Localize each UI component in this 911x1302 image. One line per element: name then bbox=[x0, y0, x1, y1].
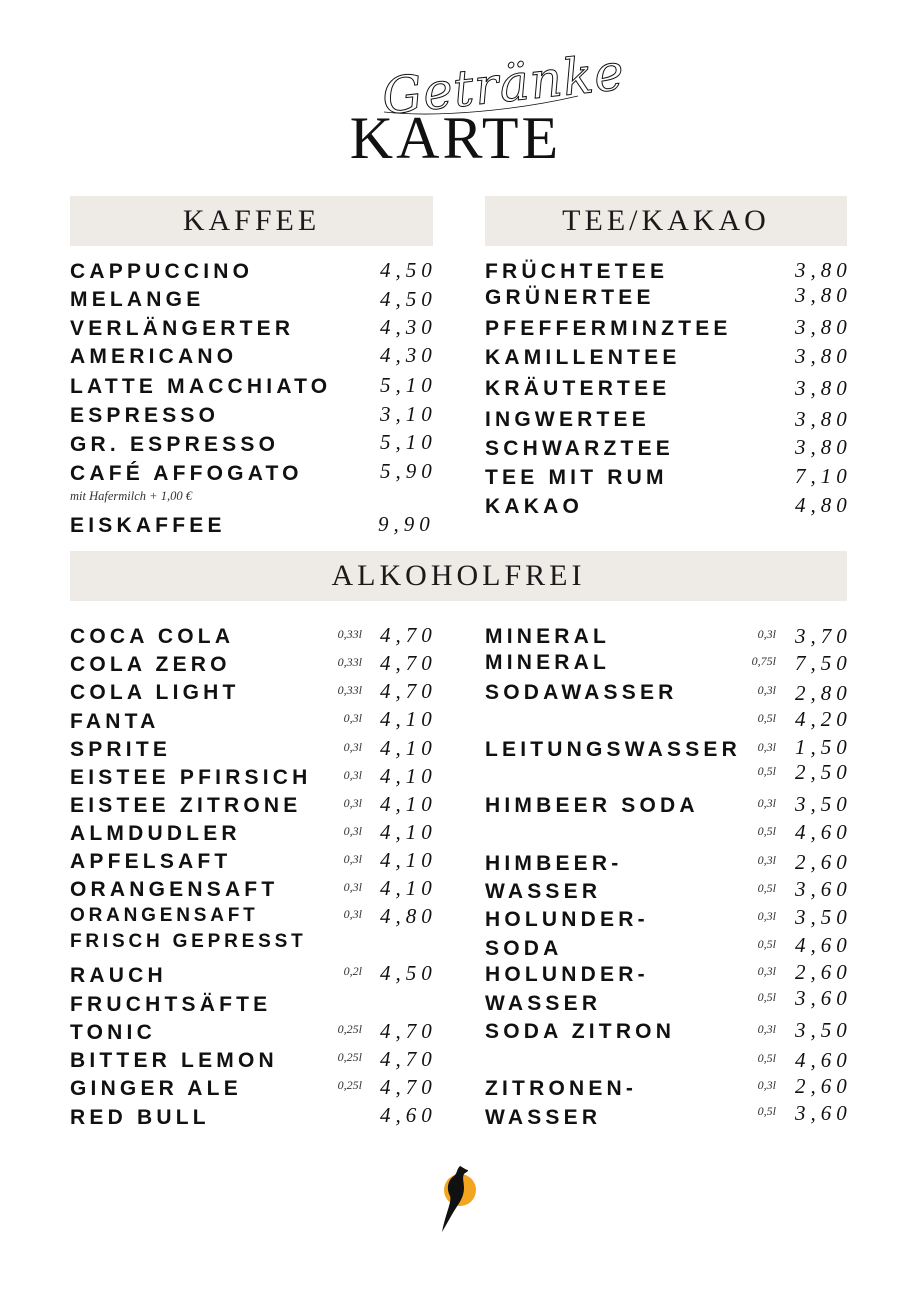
menu-item-name: WASSER bbox=[485, 1106, 602, 1129]
menu-item-price: 3,80 bbox=[795, 407, 852, 431]
menu-item-name: RED BULL bbox=[70, 1106, 210, 1129]
menu-item-size: 0,75l bbox=[751, 654, 776, 668]
menu-item-price: 4,50 bbox=[380, 258, 437, 282]
menu-item-size: 0,3l bbox=[757, 683, 776, 697]
menu-item-price: 4,10 bbox=[380, 848, 437, 872]
menu-item-size: 0,5l bbox=[757, 711, 776, 725]
menu-item-size: 0,3l bbox=[343, 824, 362, 838]
menu-item-price: 5,10 bbox=[380, 430, 437, 454]
menu-item-name: TEE MIT RUM bbox=[485, 466, 668, 489]
menu-item-size: 0,5l bbox=[757, 1104, 776, 1118]
menu-item-size: 0,3l bbox=[343, 711, 362, 725]
menu-item-price: 3,80 bbox=[795, 435, 852, 459]
menu-item-price: 2,60 bbox=[795, 850, 852, 874]
menu-item-name: VERLÄNGERTER bbox=[70, 317, 295, 340]
menu-item-name: FRUCHTSÄFTE bbox=[70, 993, 272, 1016]
menu-item-size: 0,3l bbox=[343, 768, 362, 782]
menu-item-price: 2,80 bbox=[795, 681, 852, 705]
menu-item-name: FANTA bbox=[70, 710, 160, 733]
menu-item-price: 4,50 bbox=[380, 287, 437, 311]
menu-item-price: 3,50 bbox=[795, 792, 852, 816]
menu-item-size: 0,25l bbox=[337, 1050, 362, 1064]
section-heading-kaffee: KAFFEE bbox=[70, 196, 433, 246]
menu-item-name: MELANGE bbox=[70, 288, 205, 311]
hafermilch-note: mit Hafermilch + 1,00 € bbox=[70, 489, 192, 503]
menu-item-size: 0,3l bbox=[757, 1078, 776, 1092]
menu-item-price: 5,90 bbox=[380, 459, 437, 483]
menu-item-size: 0,3l bbox=[757, 796, 776, 810]
menu-item-size: 0,5l bbox=[757, 764, 776, 778]
menu-item-price: 3,50 bbox=[795, 905, 852, 929]
menu-item-price: 4,10 bbox=[380, 764, 437, 788]
menu-item-price: 7,10 bbox=[795, 464, 852, 488]
menu-item-name: INGWERTEE bbox=[485, 408, 650, 431]
menu-item-name: MINERAL bbox=[485, 651, 611, 674]
menu-item-price: 4,80 bbox=[795, 493, 852, 517]
menu-item-name: FRISCH GEPRESST bbox=[70, 931, 307, 952]
menu-item-size: 0,33l bbox=[337, 683, 362, 697]
menu-item-name: COLA LIGHT bbox=[70, 681, 240, 704]
menu-item-price: 4,60 bbox=[795, 820, 852, 844]
menu-item-size: 0,5l bbox=[757, 990, 776, 1004]
menu-item-name: EISTEE ZITRONE bbox=[70, 794, 302, 817]
menu-item-price: 3,80 bbox=[795, 283, 852, 307]
menu-item-name: WASSER bbox=[485, 880, 602, 903]
menu-item-price: 4,60 bbox=[795, 933, 852, 957]
menu-item-size: 0,3l bbox=[343, 796, 362, 810]
section-heading-tee: TEE/KAKAO bbox=[485, 196, 847, 246]
menu-item-name: RAUCH bbox=[70, 964, 167, 987]
menu-item-name: HIMBEER- bbox=[485, 852, 623, 875]
menu-item-size: 0,5l bbox=[757, 881, 776, 895]
menu-item-price: 5,10 bbox=[380, 373, 437, 397]
menu-item-name: KRÄUTERTEE bbox=[485, 377, 671, 400]
menu-item-size: 0,25l bbox=[337, 1022, 362, 1036]
menu-item-name: WASSER bbox=[485, 992, 602, 1015]
menu-item-size: 0,2l bbox=[343, 964, 362, 978]
menu-item-size: 0,3l bbox=[757, 740, 776, 754]
menu-item-size: 0,3l bbox=[343, 740, 362, 754]
menu-item-name: TONIC bbox=[70, 1021, 156, 1044]
menu-item-name: GRÜNERTEE bbox=[485, 286, 655, 309]
menu-item-price: 4,70 bbox=[380, 1075, 437, 1099]
menu-item-price: 2,50 bbox=[795, 760, 852, 784]
menu-item-name: ALMDUDLER bbox=[70, 822, 241, 845]
menu-item-price: 4,70 bbox=[380, 679, 437, 703]
menu-item-price: 1,50 bbox=[795, 735, 852, 759]
menu-item-name: FRÜCHTETEE bbox=[485, 260, 669, 283]
menu-item-price: 4,10 bbox=[380, 792, 437, 816]
menu-item-size: 0,5l bbox=[757, 824, 776, 838]
menu-item-name: ESPRESSO bbox=[70, 404, 220, 427]
menu-item-price: 3,70 bbox=[795, 624, 852, 648]
menu-item-name: LATTE MACCHIATO bbox=[70, 375, 332, 398]
menu-item-name: SPRITE bbox=[70, 738, 172, 761]
menu-item-price: 3,60 bbox=[795, 1101, 852, 1125]
menu-item-price: 3,80 bbox=[795, 315, 852, 339]
menu-item-size: 0,25l bbox=[337, 1078, 362, 1092]
menu-item-size: 0,3l bbox=[757, 964, 776, 978]
menu-item-name: EISTEE PFIRSICH bbox=[70, 766, 312, 789]
menu-item-name: KAKAO bbox=[485, 495, 583, 518]
menu-item-name: APFELSAFT bbox=[70, 850, 232, 873]
menu-item-size: 0,3l bbox=[343, 852, 362, 866]
menu-item-price: 4,70 bbox=[380, 651, 437, 675]
menu-item-size: 0,3l bbox=[757, 1022, 776, 1036]
menu-item-name: CAFÉ AFFOGATO bbox=[70, 462, 303, 485]
menu-item-price: 4,20 bbox=[795, 707, 852, 731]
menu-item-size: 0,33l bbox=[337, 655, 362, 669]
script-title-text: Getränke bbox=[379, 42, 628, 126]
menu-item-price: 3,50 bbox=[795, 1018, 852, 1042]
menu-item-price: 3,60 bbox=[795, 986, 852, 1010]
menu-item-price: 7,50 bbox=[795, 651, 852, 675]
menu-item-size: 0,3l bbox=[343, 907, 362, 921]
menu-item-name: ZITRONEN- bbox=[485, 1077, 638, 1100]
menu-item-name: GINGER ALE bbox=[70, 1077, 242, 1100]
menu-item-price: 4,60 bbox=[795, 1048, 852, 1072]
menu-item-price: 4,50 bbox=[380, 961, 437, 985]
menu-item-price: 3,80 bbox=[795, 344, 852, 368]
menu-item-name: SODA bbox=[485, 937, 563, 960]
menu-item-name: LEITUNGSWASSER bbox=[485, 738, 741, 761]
menu-item-name: HIMBEER SODA bbox=[485, 794, 699, 817]
menu-item-price: 2,60 bbox=[795, 1074, 852, 1098]
menu-item-price: 3,10 bbox=[380, 402, 437, 426]
menu-item-size: 0,33l bbox=[337, 627, 362, 641]
menu-item-size: 0,3l bbox=[757, 909, 776, 923]
menu-item-size: 0,3l bbox=[343, 880, 362, 894]
menu-item-price: 2,60 bbox=[795, 960, 852, 984]
menu-item-name: MINERAL bbox=[485, 625, 611, 648]
menu-item-price: 4,10 bbox=[380, 820, 437, 844]
menu-item-name: SODAWASSER bbox=[485, 681, 678, 704]
menu-item-price: 4,80 bbox=[380, 904, 437, 928]
menu-item-name: COLA ZERO bbox=[70, 653, 231, 676]
menu-item-price: 4,10 bbox=[380, 736, 437, 760]
menu-item-price: 9,90 bbox=[378, 512, 435, 536]
menu-item-price: 4,70 bbox=[380, 623, 437, 647]
menu-item-name: COCA COLA bbox=[70, 625, 235, 648]
section-heading-alkoholfrei: ALKOHOLFREI bbox=[70, 551, 847, 601]
menu-item-name: CAPPUCCINO bbox=[70, 260, 254, 283]
menu-item-price: 4,60 bbox=[380, 1103, 437, 1127]
menu-item-name: ORANGENSAFT bbox=[70, 878, 279, 901]
menu-item-price: 4,10 bbox=[380, 707, 437, 731]
menu-item-name: KAMILLENTEE bbox=[485, 346, 681, 369]
menu-item-name: SCHWARZTEE bbox=[485, 437, 674, 460]
menu-item-name: AMERICANO bbox=[70, 345, 238, 368]
menu-item-name: PFEFFERMINZTEE bbox=[485, 317, 732, 340]
parrot-logo-icon bbox=[434, 1162, 482, 1240]
menu-item-size: 0,3l bbox=[757, 853, 776, 867]
menu-item-size: 0,5l bbox=[757, 937, 776, 951]
menu-item-name: ORANGENSAFT bbox=[70, 905, 259, 926]
menu-item-price: 3,60 bbox=[795, 877, 852, 901]
menu-item-name: SODA ZITRON bbox=[485, 1020, 676, 1043]
menu-item-price: 4,70 bbox=[380, 1047, 437, 1071]
menu-item-price: 3,80 bbox=[795, 376, 852, 400]
menu-item-price: 4,30 bbox=[380, 343, 437, 367]
menu-item-price: 4,70 bbox=[380, 1019, 437, 1043]
menu-item-name: HOLUNDER- bbox=[485, 908, 649, 931]
menu-item-size: 0,5l bbox=[757, 1051, 776, 1065]
menu-item-price: 3,80 bbox=[795, 258, 852, 282]
page-title: KARTE bbox=[349, 105, 562, 171]
menu-item-name: BITTER LEMON bbox=[70, 1049, 278, 1072]
menu-item-size: 0,3l bbox=[757, 627, 776, 641]
menu-item-name: GR. ESPRESSO bbox=[70, 433, 280, 456]
menu-item-price: 4,30 bbox=[380, 315, 437, 339]
menu-item-name: EISKAFFEE bbox=[70, 514, 226, 537]
menu-item-name: HOLUNDER- bbox=[485, 963, 649, 986]
menu-item-price: 4,10 bbox=[380, 876, 437, 900]
